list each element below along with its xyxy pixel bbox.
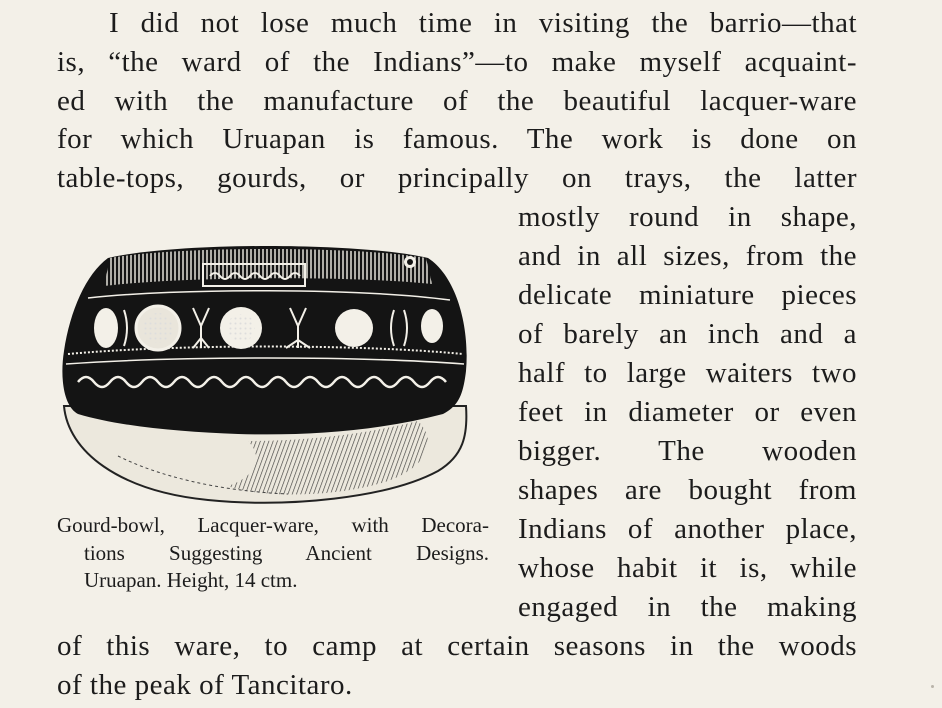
text-line-9: of barely an inch and a [518,318,857,350]
medallion [335,309,373,347]
text-line-1: I did not lose much time in visiting the barrio—that [109,7,857,39]
paper-speck [931,685,934,688]
text-line-3: ed with the manufacture of the beautiful lacquer-ware [57,85,857,117]
figure-caption-line-1: Gourd-bowl, Lacquer-ware, with Decora- [57,513,489,537]
text-line-2: is, “the ward of the Indians”—to make myself acquaint- [57,46,857,78]
text-line-18: of the peak of Tancitaro. [57,669,353,701]
gourd-bowl-illustration [58,236,488,506]
text-line-4: for which Uruapan is famous. The work is done on [57,123,857,155]
text-line-16: engaged in the making [518,591,857,623]
text-line-11: feet in diameter or even [518,396,857,428]
text-line-8: delicate miniature pieces [518,279,857,311]
figure-caption-line-3: Uruapan. Height, 14 ctm. [84,568,298,592]
text-line-15: whose habit it is, while [518,552,857,584]
text-line-13: shapes are bought from [518,474,857,506]
figure-caption-line-2: tions Suggesting Ancient Designs. [84,541,489,565]
text-line-14: Indians of another place, [518,513,857,545]
text-line-7: and in all sizes, from the [518,240,857,272]
text-line-17: of this ware, to camp at certain seasons in the woods [57,630,857,662]
text-line-5: table-tops, gourds, or principally on trays, the latter [57,162,857,194]
text-line-12: bigger. The wooden [518,435,857,467]
text-line-6: mostly round in shape, [518,201,857,233]
text-line-10: half to large waiters two [518,357,857,389]
medallion [421,309,443,343]
medallion [94,308,118,348]
